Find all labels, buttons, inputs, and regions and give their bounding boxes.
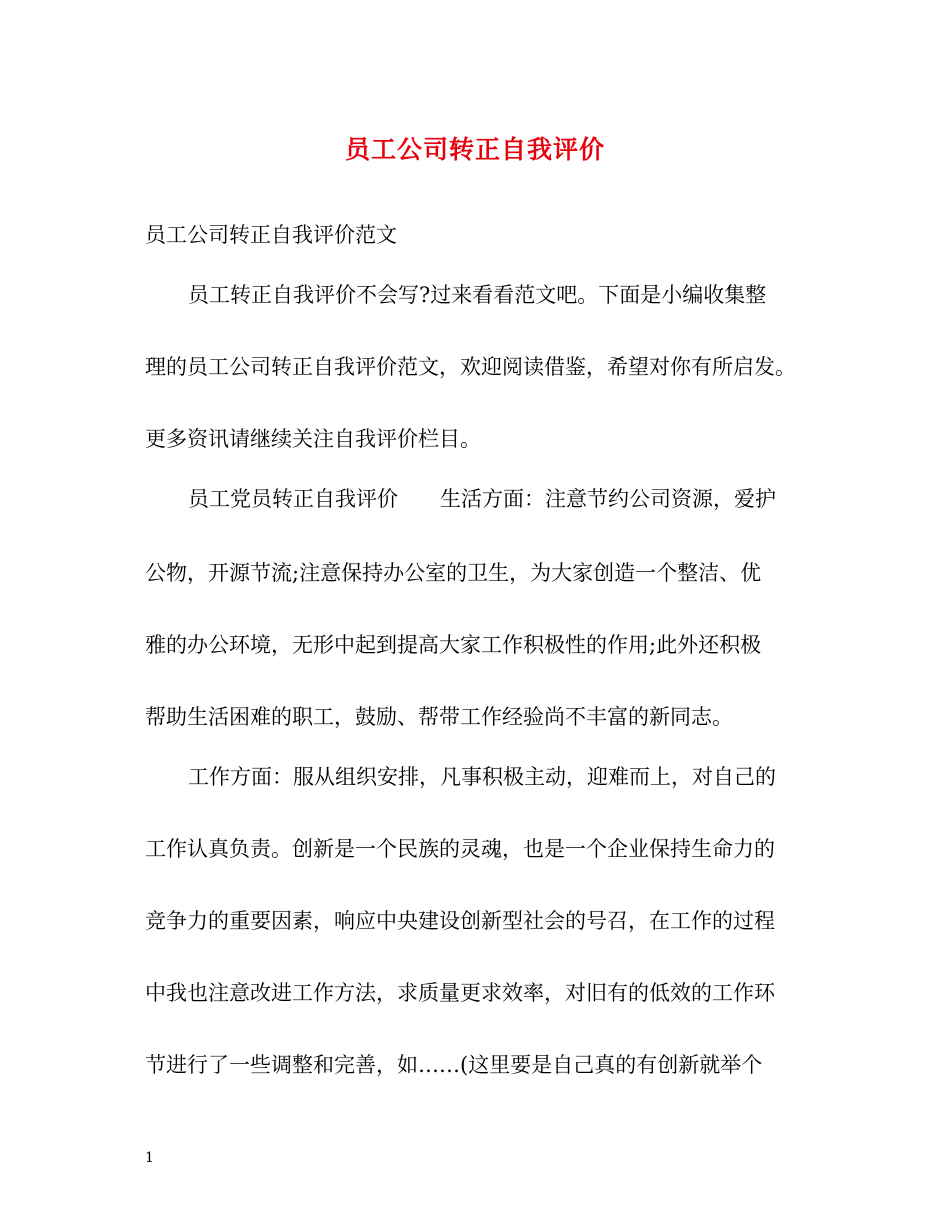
paragraph-line: 中我也注意改进工作方法，求质量更求效率，对旧有的低效的工作环: [145, 981, 775, 1005]
paragraph-line: 工作方面：服从组织安排，凡事积极主动，迎难而上，对自己的: [188, 765, 776, 789]
paragraph-line: 更多资讯请继续关注自我评价栏目。: [145, 427, 481, 451]
paragraph-line: 雅的办公环境，无形中起到提高大家工作积极性的作用;此外还积极: [145, 633, 762, 657]
subtitle-line: 员工公司转正自我评价范文: [145, 223, 397, 247]
paragraph-line: 员工党员转正自我评价 生活方面：注意节约公司资源，爱护: [188, 487, 776, 511]
paragraph-line: 竞争力的重要因素，响应中央建设创新型社会的号召，在工作的过程: [145, 909, 775, 933]
document-title: 员工公司转正自我评价: [344, 135, 605, 164]
paragraph-line: 员工转正自我评价不会写?过来看看范文吧。下面是小编收集整: [188, 283, 767, 307]
paragraph-line: 公物，开源节流;注意保持办公室的卫生，为大家创造一个整洁、优: [145, 561, 762, 585]
paragraph-line: 帮助生活困难的职工，鼓励、帮带工作经验尚不丰富的新同志。: [145, 705, 733, 729]
paragraph-line: 节进行了一些调整和完善，如……(这里要是自己真的有创新就举个: [145, 1053, 763, 1077]
paragraph-line: 工作认真负责。创新是一个民族的灵魂，也是一个企业保持生命力的: [145, 837, 775, 861]
paragraph-line: 理的员工公司转正自我评价范文，欢迎阅读借鉴，希望对你有所启发。: [145, 355, 796, 379]
page-number: 1: [145, 1150, 154, 1166]
